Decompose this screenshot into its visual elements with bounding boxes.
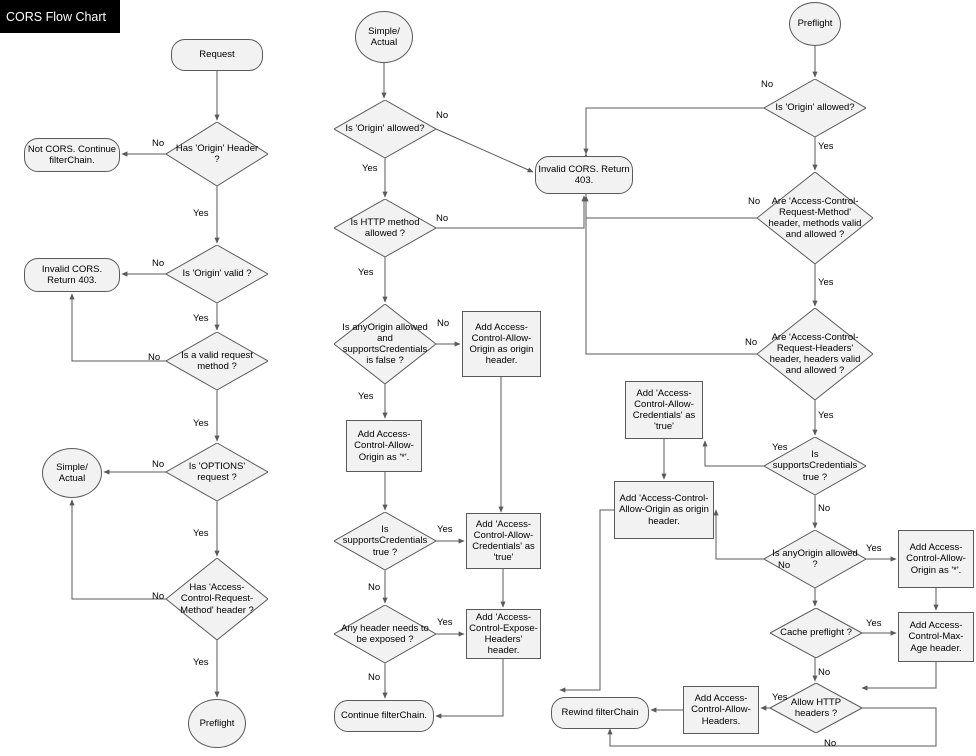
- flow-node-label: Allow HTTP headers ?: [790, 696, 842, 719]
- flow-node-label: Preflight: [797, 18, 833, 30]
- flow-node-label: Continue filterChain.: [340, 710, 428, 722]
- edge-label: Yes: [866, 543, 882, 554]
- flow-node-m12: [334, 700, 434, 732]
- flow-node-label: Invalid CORS. Return 403.: [41, 263, 103, 286]
- edge-label: Yes: [193, 657, 209, 668]
- edge-label: No: [152, 138, 165, 149]
- flow-node-label: Is supportsCredentials true ?: [342, 524, 428, 558]
- flow-node-label: Is 'Origin' allowed?: [775, 102, 855, 114]
- page-title: CORS Flow Chart: [0, 0, 120, 33]
- flow-node-label: Has 'Access-Control-Request-Method' header ?: [180, 582, 254, 616]
- flow-node-label: Add Access-Control-Allow-Origin as '*'.: [906, 542, 966, 576]
- edge-label: No: [778, 560, 791, 571]
- flow-node-n3: [24, 138, 120, 172]
- flow-node-label: Is a valid request method ?: [181, 349, 253, 372]
- flow-node-n1: [171, 39, 263, 71]
- flow-node-r10: [770, 608, 862, 658]
- edge-label: Yes: [193, 313, 209, 324]
- edge-label: No: [148, 352, 161, 363]
- flow-node-m8: [334, 512, 436, 570]
- edge-label: Yes: [358, 391, 374, 402]
- edge-label: Yes: [193, 208, 209, 219]
- edge-label: Yes: [818, 277, 834, 288]
- flow-node-n6: [166, 332, 268, 390]
- flow-node-r3: [757, 172, 873, 264]
- flow-node-label: Add Access-Control-Max-Age header.: [908, 620, 964, 654]
- edge-label: Yes: [193, 528, 209, 539]
- flow-node-label: Is supportsCredentials true ?: [772, 449, 858, 483]
- edge-label: Yes: [362, 163, 378, 174]
- flow-node-label: Add 'Access-Control-Allow-Origin as origin header.: [619, 493, 709, 527]
- flow-node-label: Is 'OPTIONS' request ?: [188, 460, 246, 483]
- flow-node-r9: [898, 530, 974, 588]
- edge-label: No: [152, 459, 165, 470]
- edge-label: No: [748, 196, 761, 207]
- flow-node-label: Simple/ Actual: [368, 25, 400, 48]
- flow-node-label: Add 'Access-Control-Allow-Credentials' as 'true': [632, 387, 696, 433]
- flow-node-m6: [462, 311, 541, 377]
- edge-label: No: [437, 318, 450, 329]
- flow-node-m7: [346, 420, 422, 472]
- flow-node-r1: [789, 2, 841, 46]
- flow-node-label: Has 'Origin' Header ?: [175, 142, 259, 165]
- edge-label: No: [818, 667, 831, 678]
- edge-label: No: [824, 738, 837, 749]
- flow-node-r11: [898, 612, 974, 662]
- edge-label: Yes: [437, 524, 453, 535]
- flow-node-n9: [166, 558, 268, 640]
- flow-node-r5: [625, 381, 703, 439]
- flow-node-label: Add 'Access-Control-Expose-Headers' header.: [469, 611, 538, 657]
- edge-label: No: [745, 337, 758, 348]
- flow-node-label: Cache preflight ?: [780, 627, 852, 639]
- flow-node-label: Any header needs to be exposed ?: [341, 622, 429, 645]
- flow-node-n7: [166, 443, 268, 501]
- flow-node-m11: [466, 609, 541, 659]
- flow-node-n10: [188, 699, 246, 748]
- flow-node-label: Invalid CORS. Return 403.: [538, 163, 630, 186]
- flow-node-m1: [355, 11, 413, 63]
- flow-node-label: Are 'Access-Control-Request-Method' header, methods valid and allowed ?: [768, 195, 862, 241]
- flow-node-m9: [466, 513, 541, 569]
- flow-node-r12: [770, 683, 862, 733]
- flow-node-label: Is 'Origin' valid ?: [182, 268, 252, 280]
- edge-label: No: [152, 258, 165, 269]
- flow-node-label: Add 'Access-Control-Allow-Credentials' as 'true': [472, 518, 535, 564]
- edge-label: No: [436, 110, 449, 121]
- flow-node-r7: [614, 481, 714, 539]
- flow-node-label: Rewind filterChain: [561, 707, 639, 719]
- edge-label: Yes: [772, 692, 788, 703]
- flow-node-label: Preflight: [199, 717, 235, 729]
- flow-node-r13: [683, 686, 759, 734]
- flow-node-r14: [551, 697, 649, 729]
- flow-node-label: Request: [199, 49, 235, 61]
- flow-node-label: Simple/ Actual: [56, 461, 88, 484]
- flow-node-label: Add Access-Control-Allow-Headers.: [691, 693, 751, 727]
- flow-node-label: Is anyOrigin allowed and supportsCredentials is false ?: [342, 321, 428, 367]
- edge-label: Yes: [358, 267, 374, 278]
- edge-label: Yes: [772, 442, 788, 453]
- flow-node-label: Not CORS. Continue filterChain.: [27, 143, 117, 166]
- edge-label: No: [368, 672, 381, 683]
- edge-label: No: [761, 79, 774, 90]
- edge-label: Yes: [866, 618, 882, 629]
- edge-label: No: [436, 213, 449, 224]
- flow-node-n2: [166, 122, 268, 186]
- edge-label: Yes: [818, 410, 834, 421]
- edge-label: No: [368, 582, 381, 593]
- flow-node-m10: [334, 605, 436, 663]
- flow-node-r4: [757, 308, 873, 400]
- flow-node-m3: [535, 156, 633, 194]
- flow-node-m5: [334, 304, 436, 384]
- edge-label: Yes: [193, 418, 209, 429]
- edge-label: No: [818, 503, 831, 514]
- flow-node-label: Is HTTP method allowed ?: [350, 216, 420, 239]
- flow-node-label: Add Access-Control-Allow-Origin as '*'.: [354, 429, 414, 463]
- edge-label: Yes: [437, 617, 453, 628]
- flow-node-label: Are 'Access-Control-Request-Headers' header, headers valid and allowed ?: [769, 331, 861, 377]
- flow-node-label: Is anyOrigin allowed ?: [772, 547, 858, 570]
- flow-node-label: Is 'Origin' allowed?: [345, 123, 425, 135]
- flow-node-n4: [166, 245, 268, 303]
- flow-node-r2: [764, 79, 866, 137]
- edge-label: Yes: [818, 141, 834, 152]
- flow-node-n5: [24, 258, 120, 292]
- flow-node-m4: [334, 199, 436, 257]
- flow-node-m2: [334, 100, 436, 158]
- flow-node-label: Add Access-Control-Allow-Origin as origin header.: [469, 321, 534, 367]
- edge-label: No: [152, 591, 165, 602]
- flow-node-n8: [42, 448, 102, 498]
- flow-node-r8: [764, 530, 866, 588]
